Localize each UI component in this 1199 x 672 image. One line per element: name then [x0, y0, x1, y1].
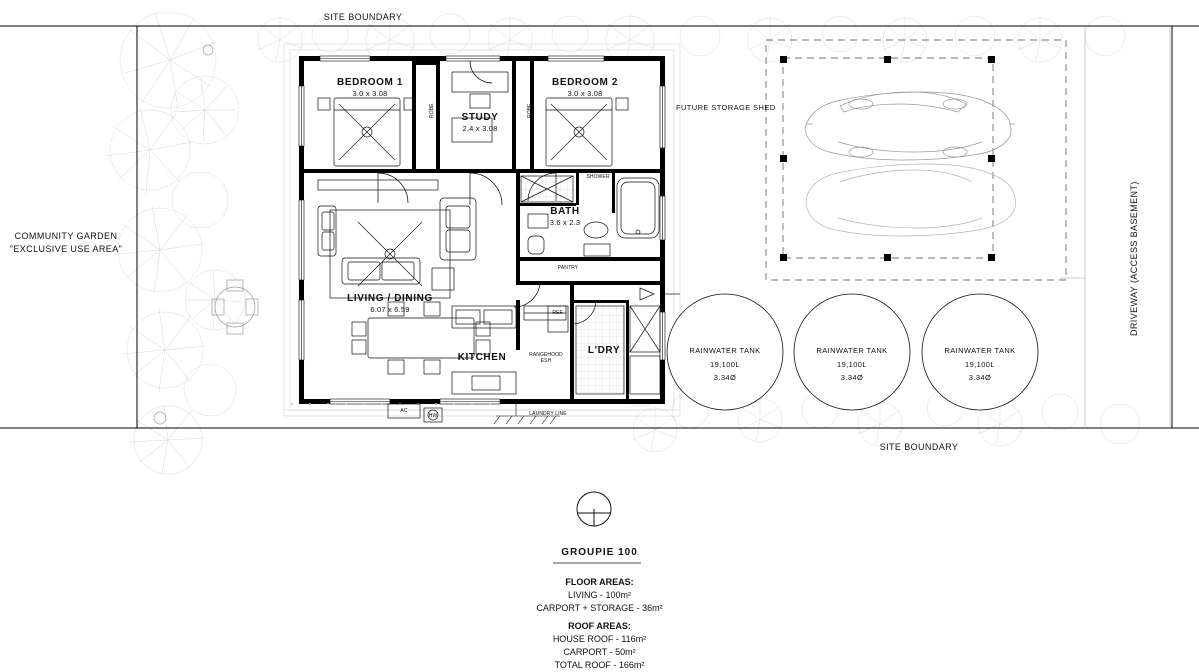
roof-areas-line-2: CARPORT - 50m² [563, 647, 636, 658]
tank-3-diameter: 3.34Ø [968, 373, 992, 382]
tank-1-capacity: 19,100L [710, 360, 740, 369]
roof-areas-line-1: HOUSE ROOF - 116m² [552, 634, 647, 645]
label-site-boundary-bottom: SITE BOUNDARY [879, 442, 959, 452]
outdoor-furniture [154, 45, 258, 424]
room-dim-bedroom-1: 3.0 x 3.08 [352, 89, 388, 98]
label-future-storage-shed: FUTURE STORAGE SHED [676, 103, 776, 112]
label-community-garden-line2: "EXCLUSIVE USE AREA" [9, 244, 123, 254]
label-rangehood: RANGEHOOD ESH [529, 352, 563, 365]
roof-areas-line-3: TOTAL ROOF - 166m² [554, 660, 645, 671]
room-label-bath: BATH [550, 206, 580, 217]
carport-columns [780, 56, 995, 261]
tank-1-diameter: 3.34Ø [713, 373, 737, 382]
label-site-boundary-top: SITE BOUNDARY [323, 12, 403, 22]
room-label-study: STUDY [461, 112, 499, 123]
label-laundry-line: LAUNDRY LINE [529, 411, 567, 417]
room-label-bedroom-2: BEDROOM 2 [552, 77, 618, 88]
tank-3-name: RAINWATER TANK [944, 346, 1016, 355]
room-label-laundry: L'DRY [587, 345, 621, 356]
roof-areas-heading: ROOF AREAS: [568, 621, 631, 631]
car-lower [806, 164, 1016, 236]
label-robe-1: ROBE [429, 103, 435, 118]
driveway-edges [1060, 26, 1170, 428]
tank-1-name: RAINWATER TANK [689, 346, 761, 355]
room-label-kitchen: KITCHEN [457, 352, 507, 363]
label-robe-2: ROBE [527, 103, 533, 118]
drawing-title: GROUPIE 100 [561, 547, 638, 558]
label-community-garden-line1: COMMUNITY GARDEN [14, 231, 118, 241]
room-dim-living-dining: 6.07 x 6.59 [370, 305, 410, 314]
floor-areas-line-1: LIVING - 100m² [567, 590, 632, 601]
label-driveway: DRIVEWAY (ACCESS BASEMENT) [1129, 181, 1139, 336]
north-point [577, 492, 611, 526]
room-dim-bath: 3.6 x 2.3 [549, 218, 581, 227]
label-fridge: REF. [552, 310, 564, 316]
floor-areas-line-2: CARPORT + STORAGE - 36m² [536, 603, 663, 614]
room-dim-bedroom-2: 3.0 x 3.08 [567, 89, 603, 98]
tank-2-diameter: 3.34Ø [840, 373, 864, 382]
car-upper [805, 92, 1015, 160]
label-shower: SHOWER [586, 174, 610, 180]
room-label-living-dining: LIVING / DINING [347, 293, 433, 304]
tank-2-name: RAINWATER TANK [816, 346, 888, 355]
tank-3-capacity: 19,100L [965, 360, 995, 369]
label-hw-unit: HW [428, 413, 438, 419]
label-ac-unit: AC [400, 408, 408, 414]
label-pantry: PANTRY [557, 265, 579, 271]
room-dim-study: 2.4 x 3.08 [462, 124, 498, 133]
room-label-bedroom-1: BEDROOM 1 [337, 77, 403, 88]
tank-2-capacity: 19,100L [837, 360, 867, 369]
floor-areas-heading: FLOOR AREAS: [565, 577, 634, 587]
